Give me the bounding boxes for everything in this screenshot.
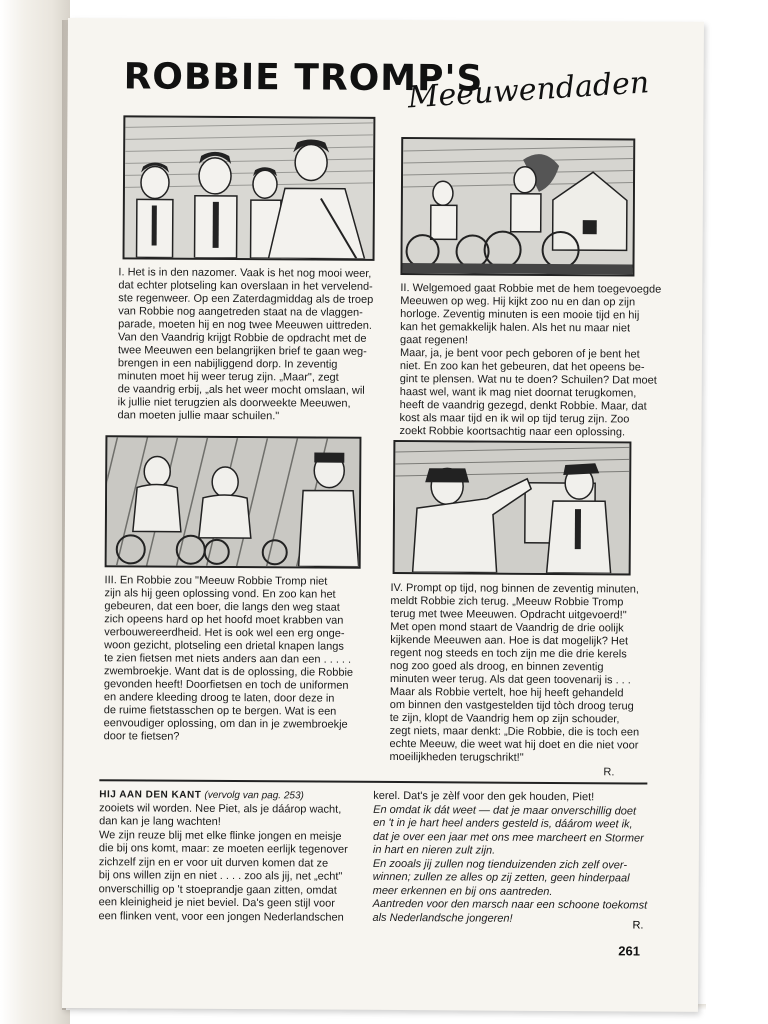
caption-line: moeilijkheden terugschrikt!" (389, 750, 524, 764)
caption-line: ik jullie niet terugzien als doorweekte Meeuwen, (117, 396, 351, 410)
left-page-edge (0, 0, 70, 1024)
comic-panel-2 (400, 137, 635, 276)
article-line: dan kan je lang wachten! (99, 815, 221, 828)
caption-line: kijkende Meeuwen aan. Hoe is dat mogelijk? Het (390, 633, 629, 648)
caption-line: woon gezicht, plotseling een drietal knapen langs (104, 639, 344, 653)
caption-line: gaat regenen! (400, 334, 468, 347)
comic-panel-4 (393, 440, 632, 575)
panel-3-caption (104, 574, 363, 745)
article-line: zooiets wil worden. Nee Piet, als je dáárop wacht, (99, 801, 342, 816)
panel-4-signature: R. (603, 766, 615, 779)
article-heading-line (99, 788, 369, 803)
panel-1-illustration (125, 117, 374, 259)
caption-line: meldt Robbie zich terug. „Meeuw Robbie Tromp (390, 594, 624, 609)
caption-line: door te fietsen? (103, 730, 180, 743)
caption-line: gevonden heeft! Doorfietsen en toch de uniformen (103, 678, 349, 692)
caption-line: minuten weer terug. Als dat geen toovenarij is . . . (389, 672, 631, 687)
article-continuation-ref: (vervolg van pag. 253) (204, 789, 304, 802)
article-line: die bij ons komt, maar: ze moeten eerlijk tegenover (98, 842, 348, 856)
caption-line: III. En Robbie zou "Meeuw Robbie Tromp niet (104, 574, 328, 588)
caption-line: IV. Prompt op tijd, nog binnen de zeventig minuten, (390, 581, 640, 596)
caption-line: kan het gemakkelijk halen. Als het nu maar niet (400, 321, 631, 335)
comic-panel-3 (105, 435, 362, 569)
panel-2-caption (399, 282, 662, 439)
article-line: bij ons willen zijn en niet . . . . zoo als jij, net „echt" (98, 869, 343, 883)
article-column-left (98, 788, 369, 925)
article-line: zichzelf zijn en er voor uit durven komen dat ze (98, 855, 329, 870)
article-signature: R. (632, 919, 644, 932)
article-line: En zooals jij zullen nog tienduizenden zich zelf over- (372, 857, 628, 871)
caption-line: dan moeten jullie maar schuilen." (117, 409, 280, 423)
panel-3-illustration (107, 437, 360, 567)
article-line: En omdat ik dát weet — dat je maar onverschillig doet (373, 803, 637, 817)
caption-line: zoekt Robbie koortsachtig naar een oplossing. (399, 425, 626, 439)
caption-line: kost als maar tijd en ik wil op tijd terug zijn. Zoo (399, 412, 630, 426)
caption-line: echte Meeuw, die weet wat hij doet en die niet voor (389, 737, 639, 752)
article-line: als Nederlandsche jongeren! (372, 911, 513, 925)
caption-line: eenvoudiger oplossing, om dan in je zwembroekje (103, 717, 348, 731)
caption-line: parade, moeten hij en nog twee Meeuwen uittreden. (118, 318, 372, 332)
article-line: dat je over een jaar met ons mee marcheert en Stormer (372, 830, 644, 845)
caption-line: verbouwereerdheid. Het is ook wel een erg onge- (104, 626, 345, 640)
article-line: winnen; zullen ze alles op zij zetten, geen hinderpaal (372, 870, 630, 885)
article-column-right (372, 790, 649, 927)
page-number: 261 (618, 943, 641, 959)
caption-line: niet. En zoo kan het gebeuren, dat het opeens be- (399, 360, 645, 374)
caption-line: ste regenweer. Op een Zaterdagmiddag als de troep (118, 292, 374, 306)
caption-line: zich opeens hard op het hoofd moet krabben van (104, 613, 344, 627)
caption-line: te zijn, klopt de Vaandrig hem op zijn schouder, (389, 711, 620, 726)
caption-line: Maar als Robbie vertelt, hoe hij heeft gehandeld (389, 685, 624, 700)
article-line: Aantreden voor den marsch naar een schoone toekomst (372, 897, 648, 912)
caption-line: minuten moet hij weer terug zijn. „Maar", zegt (117, 370, 339, 384)
caption-line: gint te plensen. Wat nu te doen? Schuilen? Dat moet (399, 373, 657, 387)
caption-line: horloge. Zeventig minuten is een mooie tijd en hij (400, 308, 640, 322)
caption-line: brengen in een nabijliggend dorp. In zeventig (117, 357, 338, 371)
caption-line: dat echter plotseling kan overslaan in het vervelend- (118, 279, 373, 293)
caption-line: Meeuwen op weg. Hij kijkt zoo nu en dan op zijn (400, 295, 636, 309)
caption-line: heeft de vaandrig gezegd, denkt Robbie. Maar, dat (399, 399, 647, 413)
magazine-page (62, 18, 704, 1012)
caption-line: te zien fietsen met niets anders aan dan een . . . . . (104, 652, 352, 666)
article-line: een flinken vent, voor een jongen Nederlandschen (98, 909, 344, 924)
article-line: meer erkennen en bij ons aantreden. (372, 884, 553, 898)
article-line: kerel. Dat's je zèlf voor den gek houden, Piet! (373, 789, 595, 804)
page-title: ROBBIE TROMP'S (123, 56, 484, 100)
page-subtitle: Meeuwendaden (406, 65, 651, 116)
caption-line: gebeuren, dat een boer, die langs den weg staat (104, 600, 340, 614)
caption-line: zwembroekje. Want dat is de oplossing, die Robbie (103, 665, 354, 679)
section-divider (99, 779, 647, 784)
caption-line: I. Het is in den nazomer. Vaak is het nog mooi weer, (118, 266, 372, 280)
caption-line: Met open mond staart de Vaandrig de drie oolijk (390, 620, 624, 635)
panel-2-illustration (402, 139, 633, 274)
panel-1-caption (118, 266, 377, 424)
caption-line: zijn als hij geen oplossing vond. En zoo kan het (104, 587, 336, 601)
article-line: een kleinigheid je niet beviel. Da's geen stijl voor (98, 896, 335, 910)
caption-line: II. Welgemoed gaat Robbie met de hem toegevoegde (400, 282, 662, 296)
comic-panel-1 (123, 115, 376, 261)
caption-line: haast wel, want ik mag niet doornat terugkomen, (399, 386, 637, 400)
article-heading: HIJ AAN DEN KANT (99, 789, 202, 801)
caption-line: regent nog steeds en toch zijn me die drie kerels (390, 646, 627, 661)
caption-line: Maar, ja, je bent voor pech geboren of je bent het (399, 347, 640, 361)
article-line: We zijn reuze blij met elke flinke jongen en meisje (98, 828, 342, 843)
caption-line: de vaandrig erbij, „als het weer mocht omslaan, wil (117, 383, 365, 397)
caption-line: en andere kleeding droog te laten, door deze in (103, 691, 335, 705)
article-line: en 't in je hart heel anders gesteld is, dáárom weet ik, (373, 816, 633, 831)
article-line: in hart en nieren zult zijn. (372, 843, 496, 857)
caption-line: twee Meeuwen een belangrijken brief te gaan weg- (117, 344, 367, 358)
caption-line: om binnen den vastgestelden tijd tòch droog terug (389, 698, 634, 713)
caption-line: nog zoo goed als droog, en binnen zeventig (390, 659, 604, 674)
article-line: onverschillig op 't stoeprandje gaan zitten, omdat (98, 882, 337, 897)
panel-4-caption (389, 581, 640, 765)
caption-line: de ruime fietstasschen op te bergen. Wat is een (103, 704, 337, 718)
caption-line: van Robbie nog aangetreden staat na de vlaggen- (118, 305, 363, 319)
caption-line: terug met twee Meeuwen. Opdracht uitgevoerd!" (390, 607, 627, 622)
panel-4-illustration (395, 442, 630, 573)
caption-line: Van den Vaandrig krijgt Robbie de opdracht met de (118, 331, 367, 345)
caption-line: zegt niets, maar denkt: „Die Robbie, die is toch een (389, 724, 640, 739)
